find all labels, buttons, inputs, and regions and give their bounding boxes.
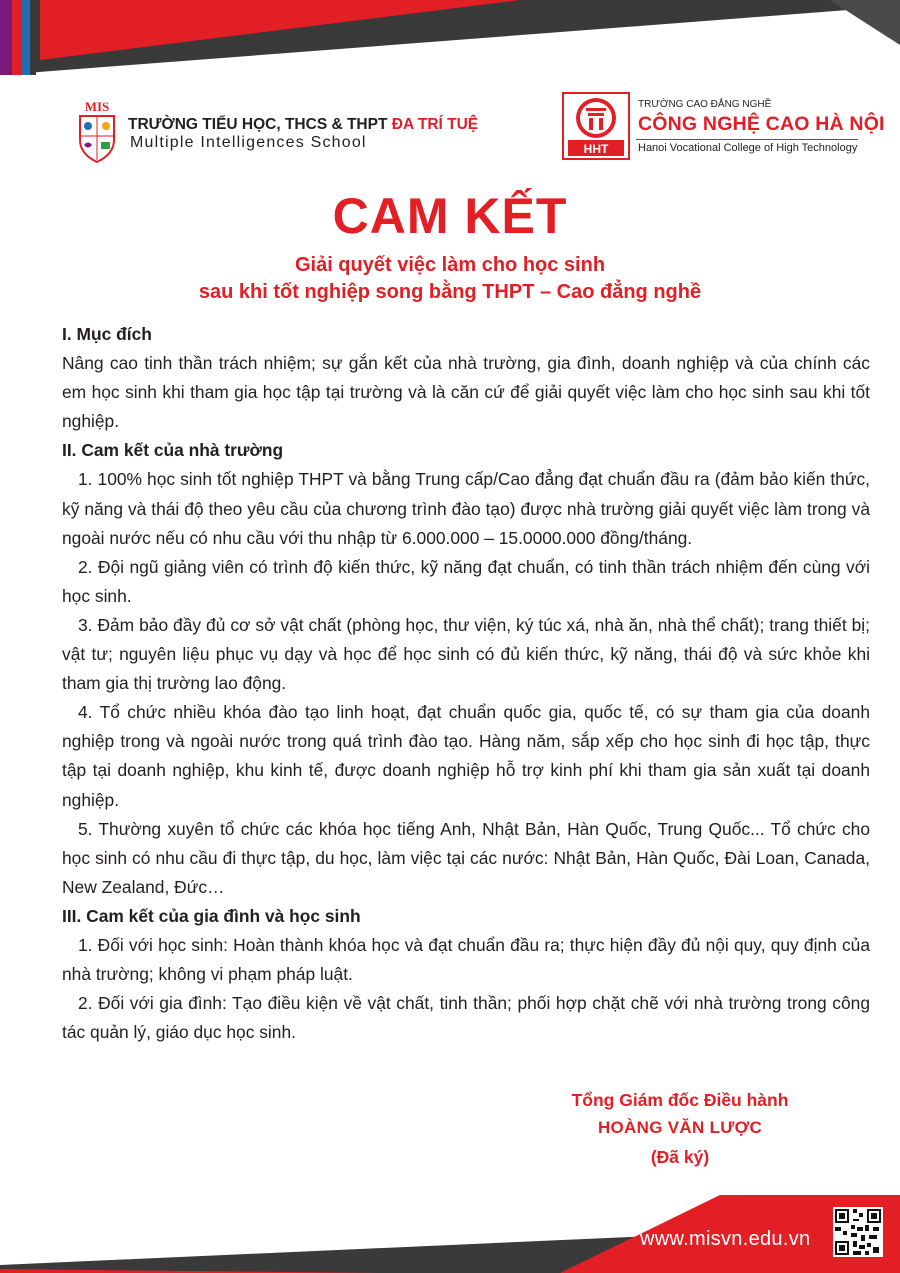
mis-school-name-prefix: TRƯỜNG TIỂU HỌC, THCS & THPT: [128, 116, 392, 133]
mis-school-subtitle: Multiple Intelligences School: [130, 134, 367, 151]
document-title: CAM KẾT: [332, 188, 568, 244]
hht-divider: [636, 139, 858, 140]
commitment-item: 5. Thường xuyên tổ chức các khóa học tiếng Anh, Nhật Bản, Hàn Quốc, Trung Quốc... Tổ chức cho học sinh có nhu cầu đi thực tập, du học, làm việc tại các nước: Nhật Bản, Hàn Quốc, Đài Loan, Canada, New Zealand, Đức…: [62, 818, 870, 897]
document-subtitle-line2: sau khi tốt nghiệp song bằng THPT – Cao đẳng nghề: [198, 281, 702, 303]
document-body: [62, 320, 870, 1047]
hht-college-logo: [562, 92, 630, 160]
hht-college-english-name: Hanoi Vocational College of High Technology: [638, 142, 858, 154]
section-paragraph: Nâng cao tinh thần trách nhiệm; sự gắn kết của nhà trường, gia đình, doanh nghiệp và của chính các em học sinh khi tham gia học tập tại trường và là căn cứ để giải quyết việc làm cho học sinh sau khi tốt nghiệp.: [62, 353, 870, 432]
hht-college-small-title: TRƯỜNG CAO ĐẲNG NGHỀ: [638, 99, 772, 110]
mis-school-name: [128, 116, 478, 134]
hht-logo-text: HHT: [583, 142, 609, 156]
mis-logo-text: MIS: [84, 99, 110, 114]
website-link[interactable]: www.misvn.edu.vn: [640, 1228, 811, 1250]
signature-name: HOÀNG VĂN LƯỢC: [597, 1118, 763, 1137]
commitment-item: 2. Đội ngũ giảng viên có trình độ kiến thức, kỹ năng đạt chuẩn, có tinh thần trách nhiệm đến cùng với học sinh.: [62, 556, 870, 606]
signature-note: (Đã ký): [650, 1147, 710, 1167]
mis-school-logo: [72, 98, 122, 168]
commitment-item: 1. Đối với học sinh: Hoàn thành khóa học và đạt chuẩn đầu ra; thực hiện đầy đủ nội quy, quy định của nhà trường; không vi phạm pháp luật.: [62, 934, 870, 985]
commitment-item: 2. Đối với gia đình: Tạo điều kiện về vật chất, tinh thần; phối hợp chặt chẽ với nhà trường trong công tác quản lý, giáo dục học sinh.: [62, 993, 870, 1043]
mis-school-name-highlight: ĐA TRÍ TUỆ: [391, 116, 479, 133]
signature-position: Tổng Giám đốc Điều hành: [571, 1090, 789, 1110]
document-subtitle-line1: Giải quyết việc làm cho học sinh: [294, 254, 606, 276]
commitment-item: 1. 100% học sinh tốt nghiệp THPT và bằng Trung cấp/Cao đẳng đạt chuẩn đầu ra (đảm bảo kiến thức, kỹ năng và thái độ theo yêu cầu của chương trình đào tạo) được nhà trường giải quyết việc làm trong và ngoài nước nếu có nhu cầu với thu nhập từ 6.000.000 – 15.0000.000 đồng/tháng.: [62, 469, 870, 548]
qr-code-icon: [833, 1207, 883, 1257]
hht-college-name: CÔNG NGHỆ CAO HÀ NỘI: [638, 113, 885, 135]
commitment-item: 3. Đảm bảo đầy đủ cơ sở vật chất (phòng học, thư viện, ký túc xá, nhà ăn, nhà thể chất); trang thiết bị; vật tư; nguyên liệu phục vụ dạy và học để học sinh có đủ kiến thức, kỹ năng, thái độ và sức khỏe khi tham gia thị trường lao động.: [62, 614, 870, 694]
section-heading-family-commitment: III. Cam kết của gia đình và học sinh: [62, 905, 361, 926]
top-decorative-band: [0, 0, 900, 75]
section-heading-school-commitment: II. Cam kết của nhà trường: [62, 440, 284, 461]
commitment-item: 4. Tổ chức nhiều khóa đào tạo linh hoạt, đạt chuẩn quốc gia, quốc tế, có sự tham gia của doanh nghiệp trong và ngoài nước trong quá trình đào tạo. Hàng năm, sắp xếp cho học sinh đi học tập, thực tập tại doanh nghiệp, khu kinh tế, được doanh nghiệp hỗ trợ kinh phí khi tham gia sản xuất tại doanh nghiệp.: [62, 702, 870, 810]
section-heading-purpose: I. Mục đích: [62, 324, 152, 344]
